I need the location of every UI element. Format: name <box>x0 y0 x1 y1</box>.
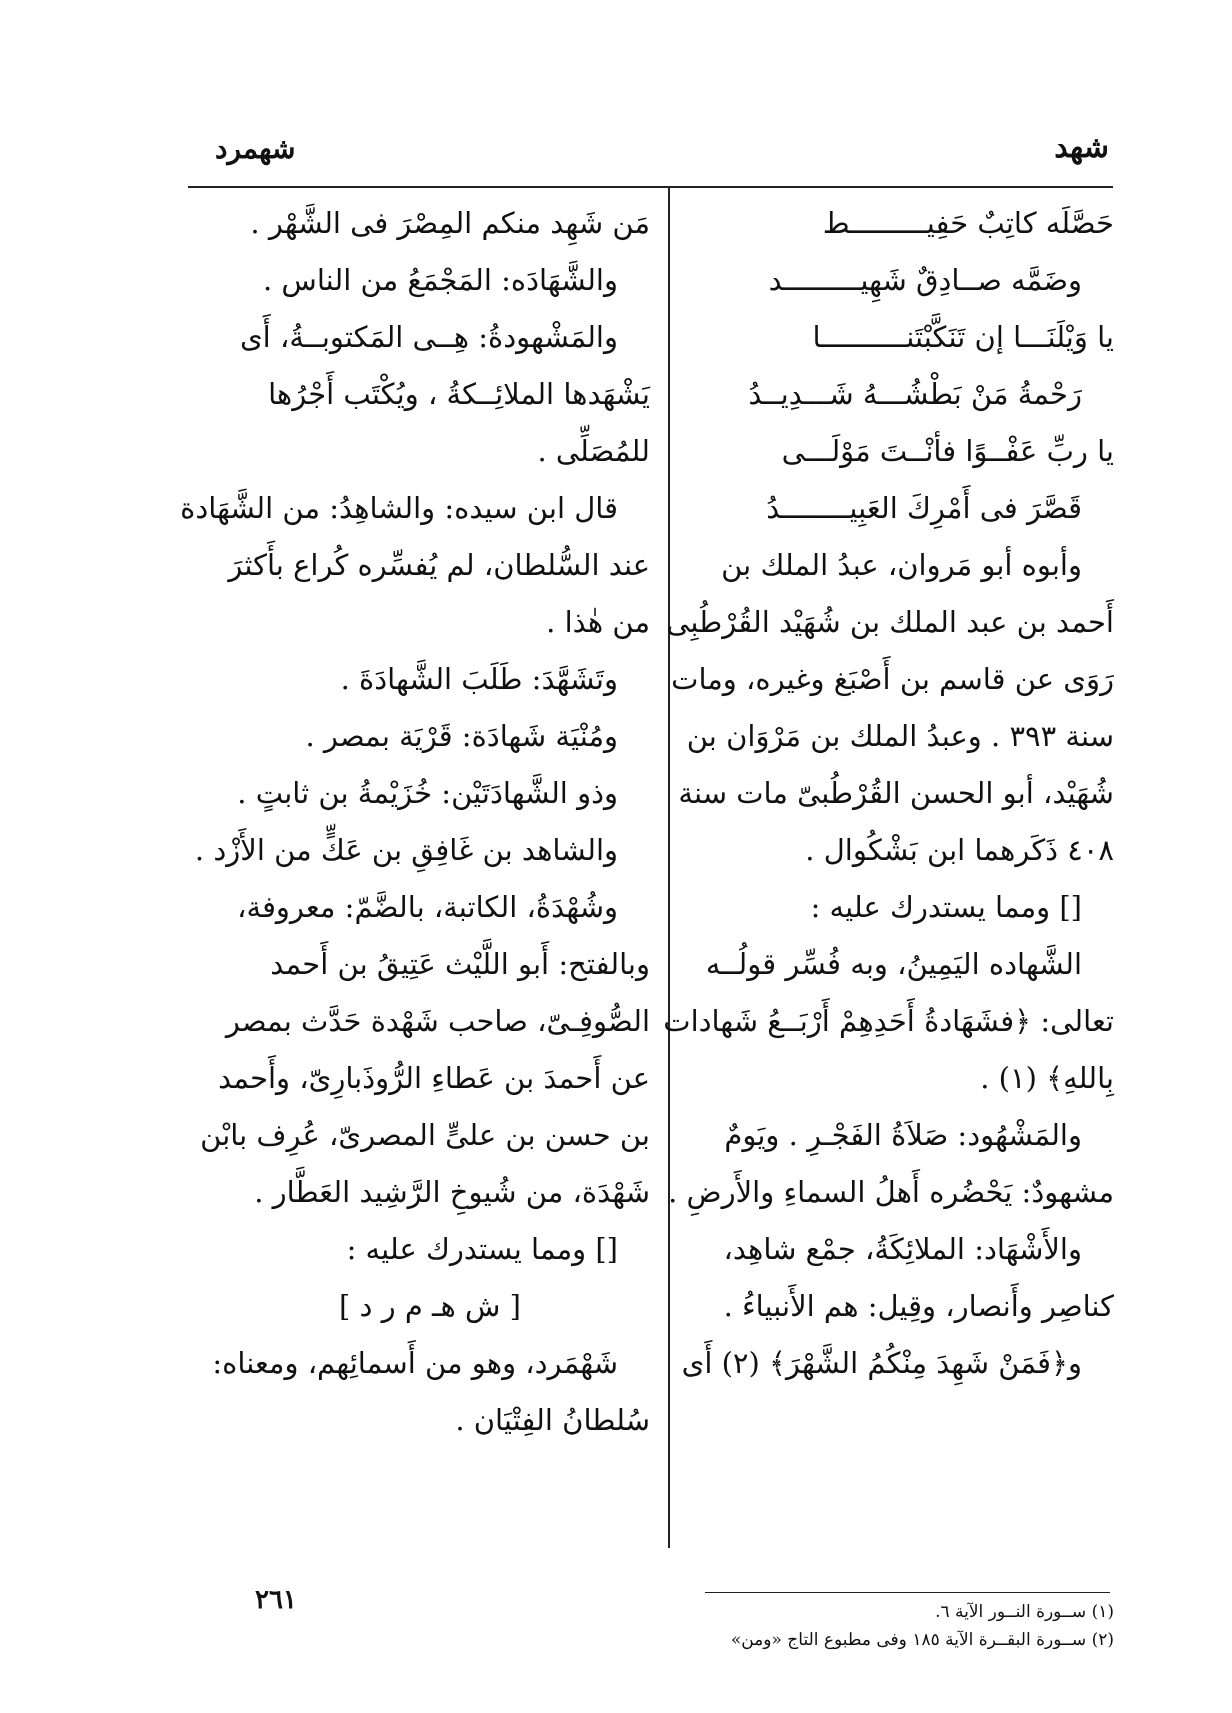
text-line: ٤٠٨ ذَكَرهما ابن بَشْكُوال . <box>805 833 1114 867</box>
text-line: وأبوه أبو مَروان، عبدُ الملك بن <box>721 548 1082 582</box>
left-column <box>180 195 650 1449</box>
footnote: (١) ســورة النــور الآية ٦. <box>935 1602 1114 1622</box>
text-line: [] ومما يستدرك عليه : <box>810 890 1082 924</box>
text-line: رَوَى عن قاسم بن أَصْبَغ وغيره، ومات <box>671 662 1114 696</box>
text-line: بن حسن بن علىٍّ المصرىّ، عُرِف بابْن <box>200 1118 650 1152</box>
text-line: شَهْدَة، من شُيوخِ الرَّشِيد العَطَّار . <box>254 1175 650 1209</box>
text-line: مشهودٌ: يَحْضُره أَهلُ السماءِ والأَرضِ . <box>668 1175 1114 1209</box>
running-header-right: شهد <box>1054 130 1109 165</box>
text-line: سُلطانُ الفِتْيَان . <box>455 1403 650 1437</box>
text-line: ومُنْيَة شَهادَة: قَرْيَة بمصر . <box>305 719 618 753</box>
root-heading: [ ش هـ م ر د ] <box>338 1289 521 1323</box>
page-number: ٢٦١ <box>255 1585 297 1615</box>
text-line: شُهَيْد، أبو الحسن القُرْطُبىّ مات سنة <box>678 776 1114 810</box>
text-line: مَن شَهِد منكم المِصْرَ فى الشَّهْر . <box>250 206 650 240</box>
text-line: رَحْمةُ مَنْ بَطْشُـــهُ شَـــدِيــدُ <box>748 377 1082 411</box>
text-line: قَصَّرَ فى أَمْرِكَ العَبِيــــــــدُ <box>766 491 1082 525</box>
text-line: تعالى: ﴿فشَهَادةُ أَحَدِهِمْ أَرْبَــعُ شَهادات <box>663 1004 1114 1038</box>
text-line: عند السُّلطان، لم يُفسِّره كُراع بأَكثرَ <box>228 548 650 582</box>
text-line: وبالفتح: أَبو اللَّيْث عَتِيقُ بن أَحمد <box>270 947 650 981</box>
running-header-left: شهمرد <box>215 132 296 165</box>
column-divider <box>668 188 670 1548</box>
text-line: من هٰذا . <box>546 605 650 639</box>
text-line: و﴿فَمَنْ شَهِدَ مِنْكُمُ الشَّهْرَ﴾ (٢) أَى <box>681 1346 1082 1380</box>
text-line: والشَّهَادَه: المَجْمَعُ من الناس . <box>262 263 618 297</box>
text-line: الصُّوفِـىّ، صاحب شَهْدة حَدَّث بمصر <box>225 1004 650 1038</box>
text-line: يا ربِّ عَفْــوًا فأنْــتَ مَوْلَـــى <box>781 434 1114 468</box>
text-line: قال ابن سيده: والشاهِدُ: من الشَّهَادة <box>180 491 618 525</box>
text-line: يَشْهَدها الملائِــكةُ ، ويُكْتَب أَجْرُها <box>268 377 650 411</box>
text-line: وشُهْدَةُ، الكاتبة، بالضَّمّ: معروفة، <box>237 890 618 924</box>
text-line: وضَمَّه صــادِقٌ شَهِيـــــــــد <box>768 263 1082 297</box>
text-line: حَصَّلَه كاتِبٌ حَفِيـــــــــط <box>822 206 1114 240</box>
text-line: سنة ٣٩٣ . وعبدُ الملك بن مَرْوَان بن <box>686 719 1114 753</box>
text-line: والمَشْهُود: صَلاَةُ الفَجْـرِ . ويَومٌ <box>724 1118 1082 1152</box>
text-line: بِاللهِ﴾ (١) . <box>980 1061 1114 1095</box>
text-line: وذو الشَّهادَتَيْن: خُزَيْمةُ بن ثابتٍ . <box>237 776 618 810</box>
right-column <box>663 195 1114 1392</box>
footnote-rule <box>705 1592 1110 1593</box>
text-line: يا وَيْلَنَـــا إن تَنَكَّبْتَنــــــــــا <box>812 320 1114 354</box>
text-line: وتَشَهَّدَ: طَلَبَ الشَّهادَةَ . <box>340 662 618 696</box>
text-line: عن أَحمدَ بن عَطاءِ الرُّوذَبارِىّ، وأَحمد <box>218 1061 650 1095</box>
text-line: للمُصَلِّى . <box>537 434 650 468</box>
text-line: شَهْمَرد، وهو من أَسمائِهم، ومعناه: <box>212 1346 618 1380</box>
text-line: الشَّهاده اليَمِينُ، وبه فُسِّر قولُــه <box>705 947 1082 981</box>
text-line: والأَشْهَاد: الملائِكَةُ، جمْع شاهِد، <box>723 1232 1082 1266</box>
text-line: كناصِر وأَنصار، وقِيل: هم الأَنبياءُ . <box>723 1289 1114 1323</box>
text-line: والمَشْهودةُ: هِــى المَكتوبــةُ، أَى <box>239 320 618 354</box>
text-line: والشاهد بن غَافِقِ بن عَكٍّ من الأَزْد . <box>194 833 618 867</box>
text-line: أَحمد بن عبد الملك بن شُهَيْد القُرْطُبِى <box>666 605 1114 639</box>
text-line: [] ومما يستدرك عليه : <box>346 1232 618 1266</box>
footnotes <box>674 1598 1114 1654</box>
footnote: (٢) ســورة البقــرة الآية ١٨٥ وفى مطبوع التاج «ومن» <box>730 1630 1114 1650</box>
header-rule <box>188 186 1113 188</box>
